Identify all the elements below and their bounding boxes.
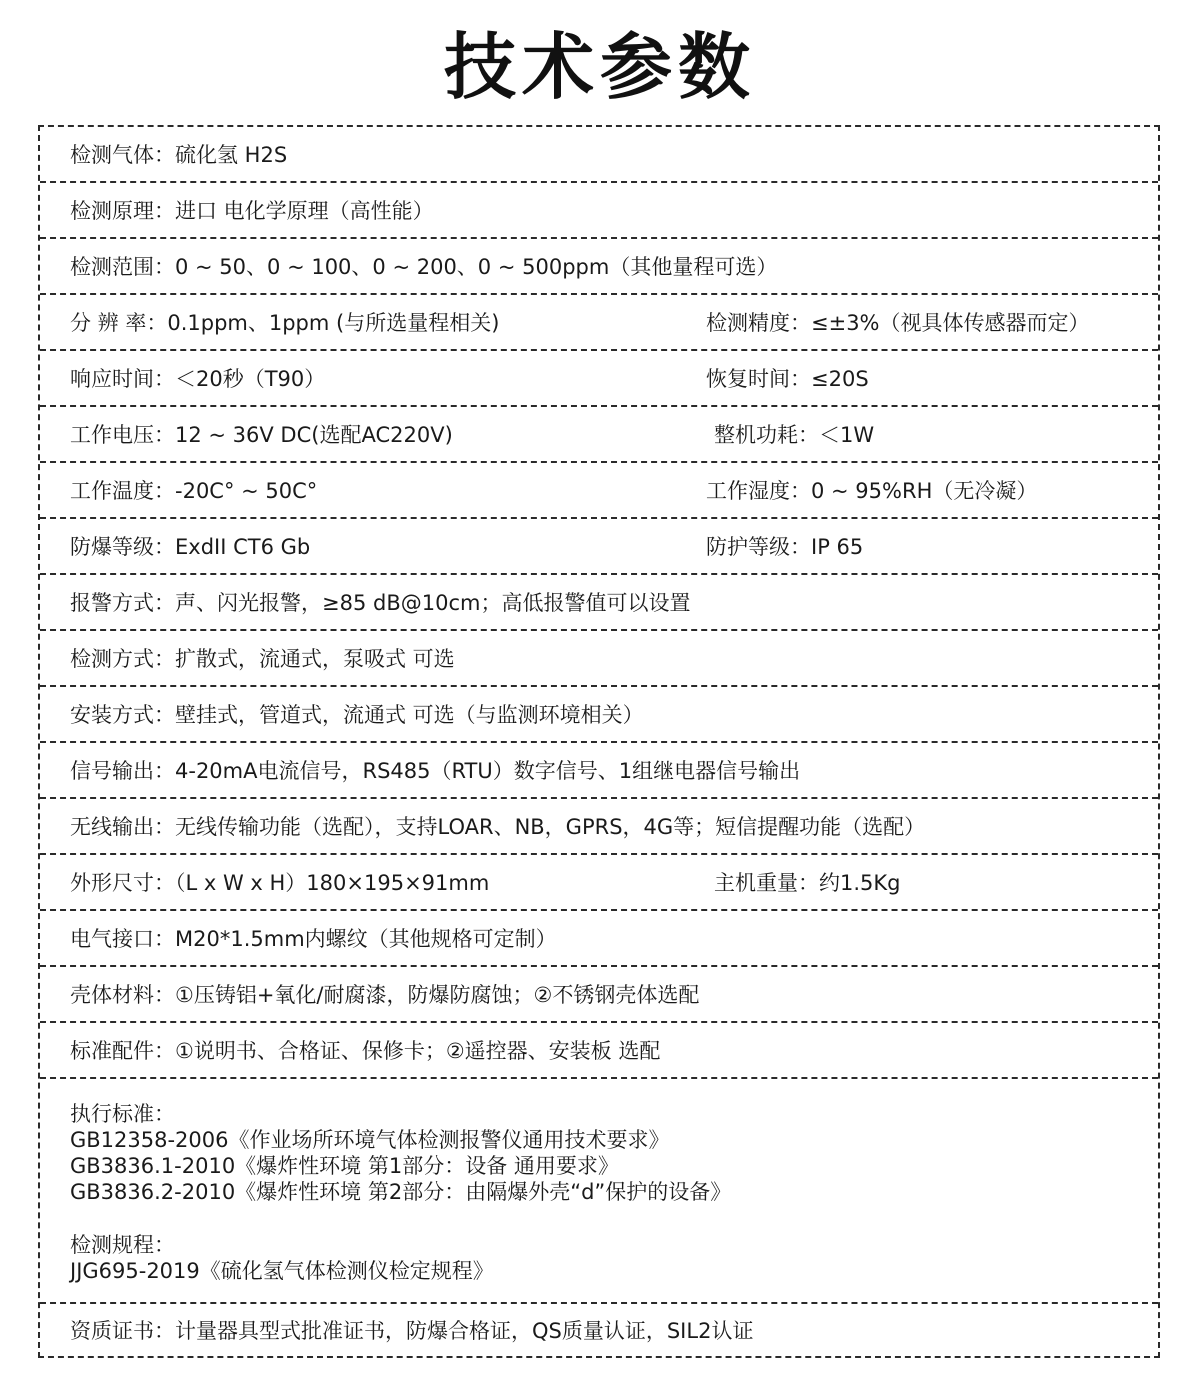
spec-row-voltage — [40, 407, 1158, 463]
spec-row-interface — [40, 911, 1158, 967]
regulation-heading: 检测规程： — [70, 1233, 175, 1257]
spec-signal-output: 信号输出：4-20mA电流信号，RS485（RTU）数字信号、1组继电器信号输出 — [70, 759, 801, 783]
spec-voltage: 工作电压：12 ~ 36V DC(选配AC220V) — [70, 423, 453, 447]
spec-row-detection-mode — [40, 631, 1158, 687]
spec-gas: 检测气体：硫化氢 H2S — [70, 143, 288, 167]
spec-row-housing — [40, 967, 1158, 1023]
spec-row-range — [40, 239, 1158, 295]
standard-item: GB12358-2006《作业场所环境气体检测报警仪通用技术要求》 — [70, 1128, 670, 1152]
standards-heading: 执行标准： — [70, 1102, 175, 1126]
spec-response-time: 响应时间：＜20秒（T90） — [70, 367, 326, 391]
spec-certification: 资质证书：计量器具型式批准证书，防爆合格证，QS质量认证，SIL2认证 — [70, 1319, 754, 1343]
standards-block — [70, 1101, 731, 1284]
spec-row-explosion — [40, 519, 1158, 575]
spec-recovery-time: 恢复时间：≤20S — [706, 367, 869, 391]
page-title: 技术参数 — [443, 25, 756, 109]
spec-row-installation — [40, 687, 1158, 743]
spec-power: 整机功耗：＜1W — [714, 423, 875, 447]
spec-row-standards — [40, 1079, 1158, 1304]
spec-protection-grade: 防护等级：IP 65 — [706, 535, 864, 559]
spec-row-dimensions — [40, 855, 1158, 911]
spec-installation: 安装方式：壁挂式，管道式，流通式 可选（与监测环境相关） — [70, 703, 644, 727]
regulation-item: JJG695-2019《硫化氢气体检测仪检定规程》 — [70, 1259, 494, 1283]
spec-explosion-grade: 防爆等级：ExdII CT6 Gb — [70, 535, 311, 559]
spec-weight: 主机重量：约1.5Kg — [714, 871, 901, 895]
spec-principle: 检测原理：进口 电化学原理（高性能） — [70, 199, 434, 223]
spec-humidity: 工作湿度：0 ~ 95%RH（无冷凝） — [706, 479, 1038, 503]
spec-row-certification — [40, 1304, 1158, 1356]
spec-accuracy: 检测精度：≤±3%（视具体传感器而定） — [706, 311, 1090, 335]
standard-item: GB3836.1-2010《爆炸性环境 第1部分：设备 通用要求》 — [70, 1154, 619, 1178]
spec-row-resolution — [40, 295, 1158, 351]
spec-resolution: 分 辨 率：0.1ppm、1ppm (与所选量程相关) — [70, 311, 500, 335]
spec-housing-material: 壳体材料：①压铸铝+氧化/耐腐漆，防爆防腐蚀；②不锈钢壳体选配 — [70, 983, 700, 1007]
spec-row-accessories — [40, 1023, 1158, 1079]
spec-row-temperature — [40, 463, 1158, 519]
spec-row-alarm — [40, 575, 1158, 631]
spec-row-principle — [40, 183, 1158, 239]
spec-detection-mode: 检测方式：扩散式，流通式，泵吸式 可选 — [70, 647, 455, 671]
spec-dimensions: 外形尺寸：（L x W x H）180×195×91mm — [70, 871, 490, 895]
spec-wireless-output: 无线输出：无线传输功能（选配），支持LOAR、NB，GPRS，4G等；短信提醒功能（选配） — [70, 815, 926, 839]
spec-temperature: 工作温度：-20C° ~ 50C° — [70, 479, 318, 503]
spec-range: 检测范围：0 ~ 50、0 ~ 100、0 ~ 200、0 ~ 500ppm（其他量程可选） — [70, 255, 778, 279]
spec-row-gas — [40, 127, 1158, 183]
spec-accessories: 标准配件：①说明书、合格证、保修卡；②遥控器、安装板 选配 — [70, 1039, 661, 1063]
standard-item: GB3836.2-2010《爆炸性环境 第2部分：由隔爆外壳“d”保护的设备》 — [70, 1180, 732, 1204]
spec-table — [38, 125, 1160, 1358]
spec-alarm: 报警方式：声、闪光报警，≥85 dB@10cm；高低报警值可以设置 — [70, 591, 691, 615]
spec-row-wireless — [40, 799, 1158, 855]
spec-row-signal — [40, 743, 1158, 799]
spec-row-response — [40, 351, 1158, 407]
spec-electrical-interface: 电气接口：M20*1.5mm内螺纹（其他规格可定制） — [70, 927, 557, 951]
